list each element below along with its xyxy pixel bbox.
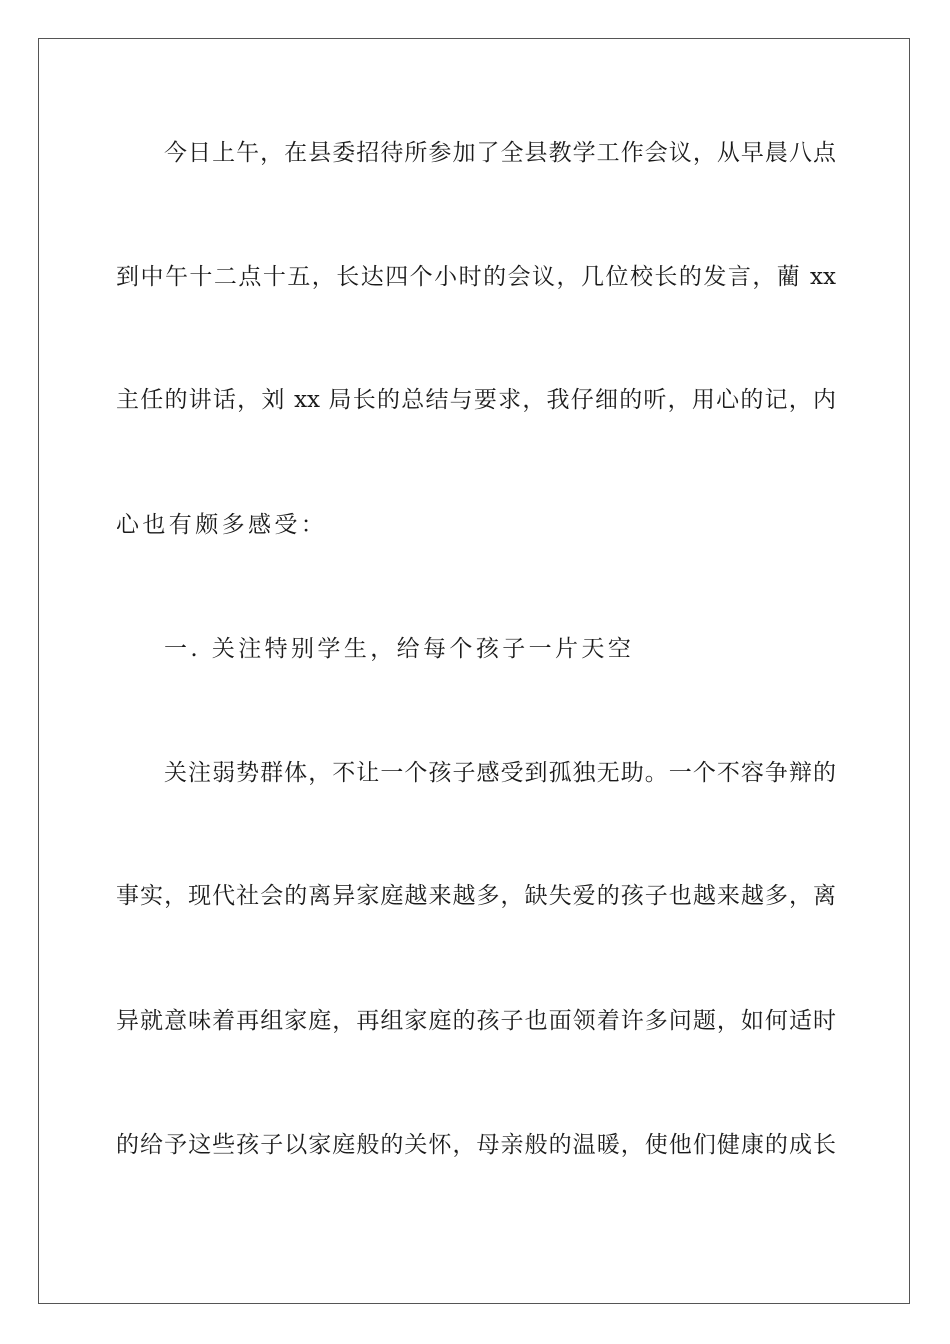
paragraph-2-line-4: 的给予这些孩子以家庭般的关怀，母亲般的温暖，使他们健康的成长: [116, 1132, 836, 1158]
paragraph-2-line-3: 异就意味着再组家庭，再组家庭的孩子也面领着许多问题，如何适时: [116, 1008, 836, 1034]
paragraph-1-line-2: 到中午十二点十五，长达四个小时的会议，几位校长的发言，藺 xx: [116, 264, 836, 290]
paragraph-1-line-1: 今日上午，在县委招待所参加了全县教学工作会议，从早晨八点: [164, 140, 836, 166]
paragraph-1-line-3: 主任的讲话，刘 xx 局长的总结与要求，我仔细的听，用心的记，内: [116, 387, 836, 413]
paragraph-1-line-4: 心也有颇多感受：: [116, 512, 328, 538]
paragraph-2-line-1: 关注弱势群体，不让一个孩子感受到孤独无助。一个不容争辩的: [164, 760, 836, 786]
paragraph-2-line-2: 事实，现代社会的离异家庭越来越多，缺失爱的孩子也越来越多，离: [116, 883, 836, 909]
page-border: [38, 38, 910, 1304]
section-heading: 一. 关注特别学生，给每个孩子一片天空: [164, 636, 635, 662]
